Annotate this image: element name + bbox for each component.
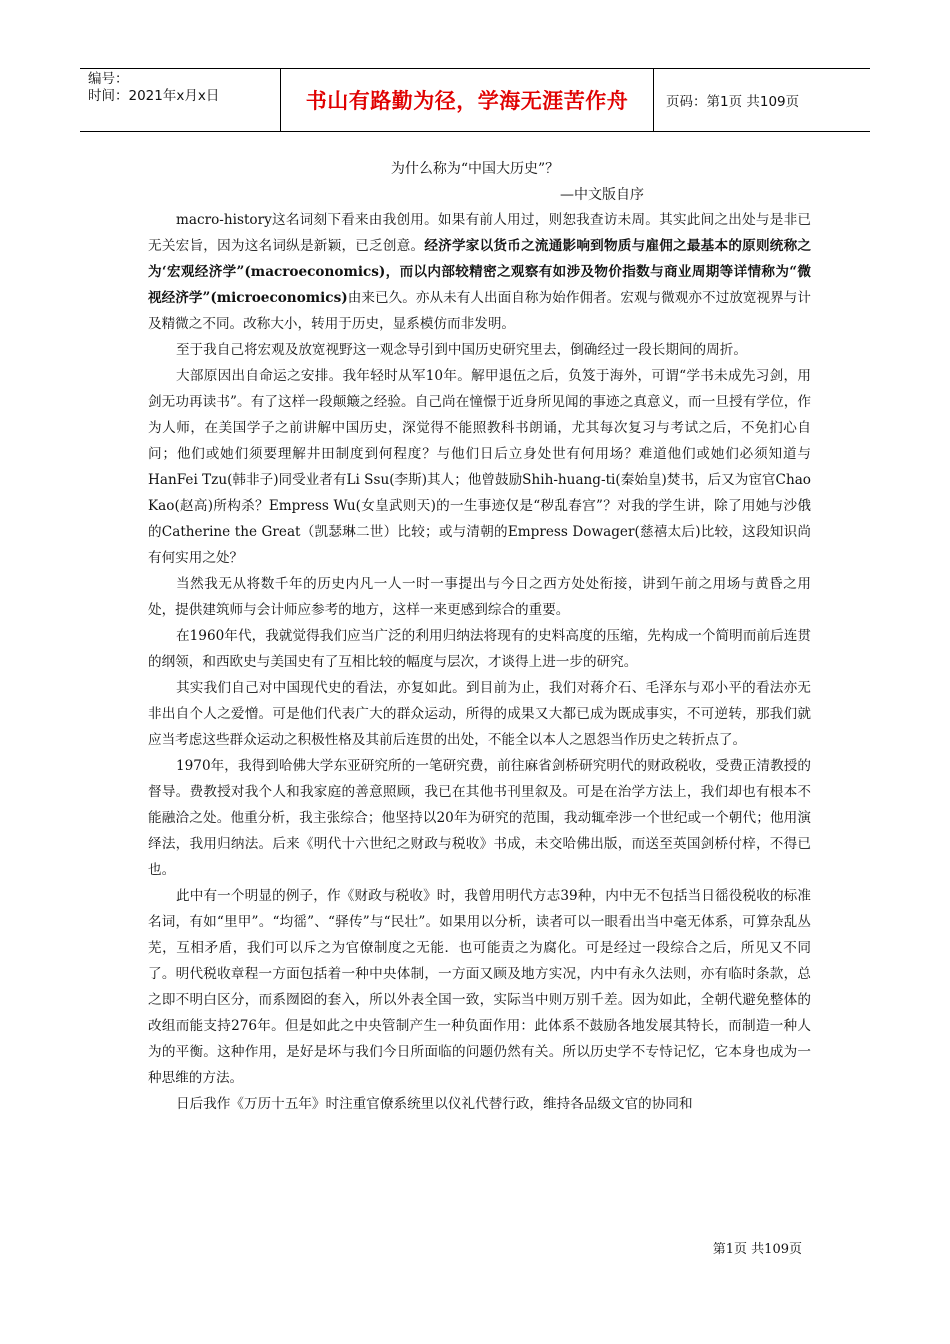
paragraph-1 <box>148 207 811 337</box>
date-label: 时间：2021年x月x日 <box>88 88 220 104</box>
paragraph-4: 当然我无从将数千年的历史内凡一人一时一事提出与今日之西方处处衔接，讲到午前之用场与黄昏之用处，提供建筑师与会计师应参考的地方，这样一来更感到综合的重要。 <box>148 576 811 618</box>
paragraph-3: 大部原因出自命运之安排。我年轻时从军10年。解甲退伍之后，负笈于海外，可谓“学书未成先习剑，用剑无功再读书”。有了这样一段颠簸之经验。自己尚在憧憬于近身所见闻的事迹之真意义，而一旦授有学位，作为人师，在美国学子之前讲解中国历史，深觉得不能照教科书朗诵，尤其每次复习与考试之后，不免扪心自问；他们或她们须要理解井田制度到何程度？与他们日后立身处世有何用场？难道他们或她们必须知道与HanFei Tzu(韩非子)同受业者有Li Ssu(李斯)其人；他曾鼓励Shih-huang-ti(秦始皇)焚书，后又为宦官Chao Kao(赵高)所构杀？Empress Wu(女皇武则天)的一生事迹仅是“秽乱春宫”？对我的学生讲，除了用她与沙俄的Catherine the Great（凯瑟琳二世）比较；或与清朝的Empress Dowager(慈禧太后)比较，这段知识尚有何实用之处？ <box>148 368 811 566</box>
article-title: 为什么称为“中国大历史”？ <box>390 161 560 177</box>
header-page-info: 页码：第1页 共109页 <box>666 94 800 110</box>
paragraph-1-bold: 经济学家以货币之流通影响到物质与雇佣之最基本的原则统称之为‘宏观经济学”(macroeconomics)，而以内部较精密之观察有如涉及物价指数与商业周期等详情称为“微视经济学”(microeconomics) <box>148 238 811 306</box>
article-subtitle: —中文版自序 <box>560 187 644 203</box>
paragraph-5: 在1960年代，我就觉得我们应当广泛的利用归纳法将现有的史料高度的压缩，先构成一个简明而前后连贯的纲领，和西欧史与美国史有了互相比较的幅度与层次，才谈得上进一步的研究。 <box>148 628 811 670</box>
paragraph-2: 至于我自己将宏观及放宽视野这一观念导引到中国历史研究里去，倒确经过一段长期间的周折。 <box>176 342 747 358</box>
page-header <box>80 68 870 132</box>
paragraph-1-part-c: 由来已久。亦从未有人出面自称为始作佣者。宏观与微观亦不过放宽视界与计及精微之不同。改称大小，转用于历史，显系模仿而非发明。 <box>148 290 811 332</box>
paragraph-7: 1970年，我得到哈佛大学东亚研究所的一笔研究费，前往麻省剑桥研究明代的财政税收，受费正清教授的督导。费教授对我个人和我家庭的善意照顾，我已在其他书刊里叙及。可是在治学方法上，我们却也有根本不能融洽之处。他重分析，我主张综合；他坚持以20年为研究的范围，我动辄牵涉一个世纪或一个朝代；他用演绎法，我用归纳法。后来《明代十六世纪之财政与税收》书成，未交哈佛出版，而送至英国剑桥付梓，不得已也。 <box>148 758 811 878</box>
article-body <box>148 207 811 1117</box>
header-meta <box>80 69 280 131</box>
paragraph-1-part-a: macro-history这名词刻下看来由我创用。如果有前人用过，则恕我查访未周。其实此间之出处与是非已无关宏旨，因为这名词纵是新颖，已乏创意。 <box>148 212 811 254</box>
header-motto: 书山有路勤为径，学海无涯苦作舟 <box>280 69 654 131</box>
page-footer: 第1页 共109页 <box>712 1242 802 1257</box>
paragraph-8: 此中有一个明显的例子，作《财政与税收》时，我曾用明代方志39种，内中无不包括当日徭役税收的标准名词，有如“里甲”。“均徭”、“驿传”与“民壮”。如果用以分析，读者可以一眼看出当中毫无体系，可算杂乱丛芜，互相矛盾，我们可以斥之为官僚制度之无能．也可能责之为腐化。可是经过一段综合之后，所见又不同了。明代税收章程一方面包括着一种中央体制，一方面又顾及地方实况，内中有永久法则，亦有临时条款，总之即不明白区分，而系囫囵的套入，所以外表全国一致，实际当中则万别千差。因为如此，全朝代避免整体的改组而能支持276年。但是如此之中央管制产生一种负面作用：此体系不鼓励各地发展其特长，而制造一种人为的平衡。这种作用，是好是坏与我们今日所面临的问题仍然有关。所以历史学不专恃记忆，它本身也成为一种思维的方法。 <box>148 888 811 1086</box>
paragraph-9: 日后我作《万历十五年》时注重官僚系统里以仪礼代替行政，维持各品级文官的协同和 <box>176 1096 693 1112</box>
paragraph-6: 其实我们自己对中国现代史的看法，亦复如此。到目前为止，我们对蒋介石、毛泽东与邓小平的看法亦无非出自个人之爱憎。可是他们代表广大的群众运动，所得的成果又大都已成为既成事实，不可逆转，那我们就应当考虑这些群众运动之积极性格及其前后连贯的出处，不能全以本人之恩怨当作历史之转折点了。 <box>148 680 811 748</box>
number-label: 编号： <box>88 71 129 87</box>
